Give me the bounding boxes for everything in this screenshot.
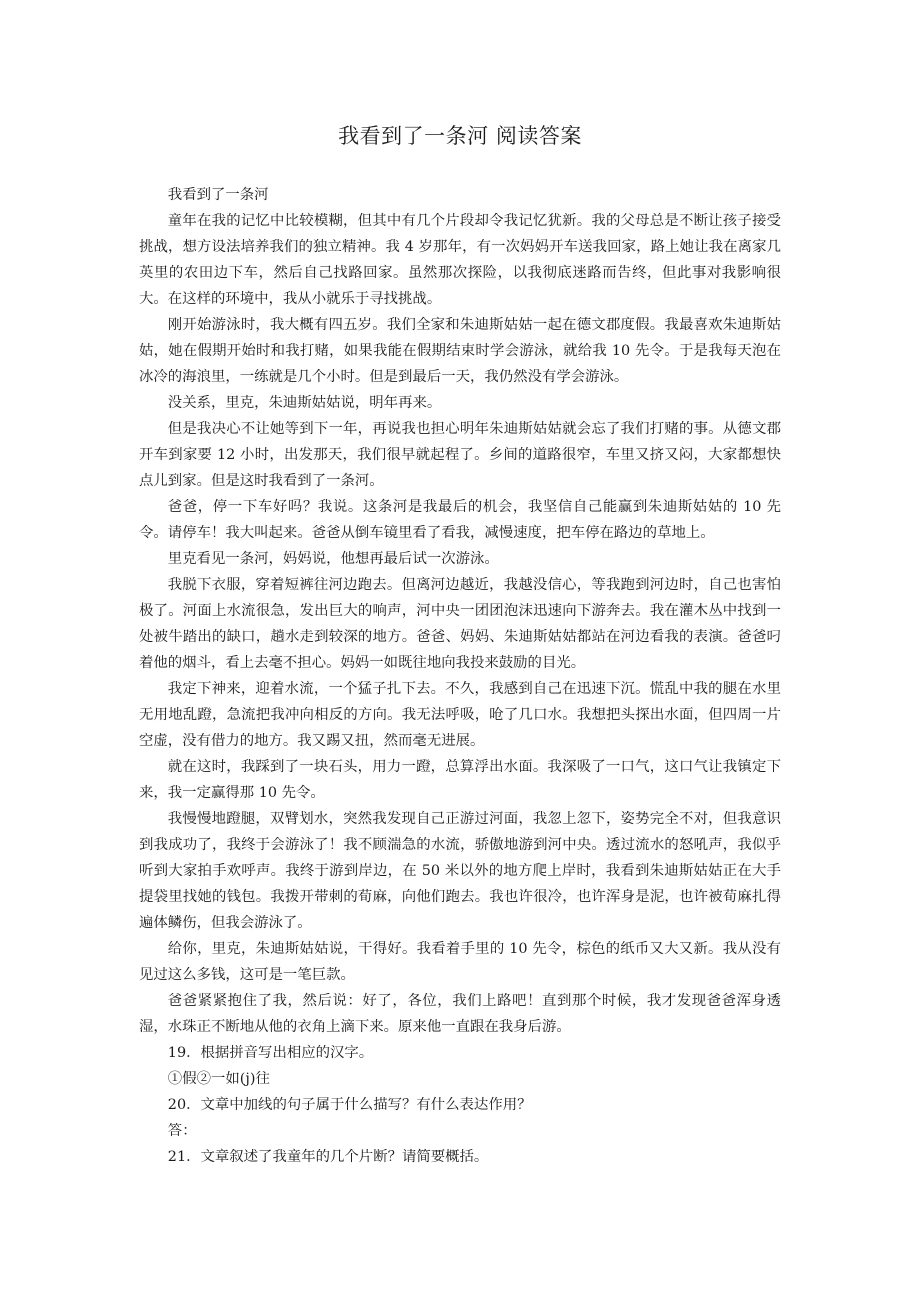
paragraph: 我慢慢地蹬腿，双臂划水，突然我发现自己正游过河面，我忽上忽下，姿势完全不对，但我意识到我成功了，我终于会游泳了！我不顾湍急的水流，骄傲地游到河中央。透过流水的怒吼声，我似乎听到大家拍手欢呼声。我终于游到岸边，在 50 米以外的地方爬上岸时，我看到朱迪斯姑姑正在大手提袋里找她的钱包。我拨开带刺的荀麻，向他们跑去。我也许很冷，也许浑身是泥，也许被荀麻扎得遍体鳞伤，但我会游泳了。 (139, 811, 781, 931)
paragraph: 爸爸紧紧抱住了我，然后说：好了，各位，我们上路吧！直到那个时候，我才发现爸爸浑身透湿，水珠正不断地从他的衣角上滴下来。原来他一直跟在我身后游。 (139, 993, 781, 1035)
document-body (139, 182, 781, 1170)
paragraph: 但是我决心不让她等到下一年，再说我也担心明年朱迪斯姑姑就会忘了我们打赌的事。从德文郡开车到家要 12 小时，出发那天，我们很早就起程了。乡间的道路很窄，车里又挤又闷，大家都想快点儿到家。但是这时我看到了一条河。 (139, 421, 781, 489)
paragraph: 我定下神来，迎着水流，一个猛子扎下去。不久，我感到自己在迅速下沉。慌乱中我的腿在水里无用地乱蹬，急流把我冲向相反的方向。我无法呼吸，呛了几口水。我想把头探出水面，但四周一片空虚，没有借力的地方。我又踢又扭，然而毫无进展。 (139, 681, 781, 749)
answer-label: 答： (167, 1123, 197, 1139)
question-21: 21．文章叙述了我童年的几个片断？请简要概括。 (167, 1149, 489, 1165)
paragraph: 刚开始游泳时，我大概有四五岁。我们全家和朱迪斯姑姑一起在德文郡度假。我最喜欢朱迪斯姑姑，她在假期开始时和我打赌，如果我能在假期结束时学会游泳，就给我 10 先令。于是我每天泡在冰冷的海浪里，一练就是几个小时。但是到最后一天，我仍然没有学会游泳。 (139, 317, 781, 385)
question-19: 19．根据拼音写出相应的汉字。 (167, 1045, 374, 1061)
paragraph: 就在这时，我踩到了一块石头，用力一蹬，总算浮出水面。我深吸了一口气，这口气让我镇定下来，我一定赢得那 10 先令。 (139, 759, 781, 801)
paragraph: 里克看见一条河，妈妈说，他想再最后试一次游泳。 (167, 551, 499, 567)
paragraph: 童年在我的记忆中比较模糊，但其中有几个片段却令我记忆犹新。我的父母总是不断让孩子接受挑战，想方设法培养我们的独立精神。我 4 岁那年，有一次妈妈开车送我回家，路上她让我在离家几英里的农田边下车，然后自己找路回家。虽然那次探险，以我彻底迷路而告终，但此事对我影响很大。在这样的环境中，我从小就乐于寻找挑战。 (139, 213, 781, 307)
document-title: 我看到了一条河 阅读答案 (338, 124, 582, 148)
paragraph: 我脱下衣服，穿着短裤往河边跑去。但离河边越近，我越没信心，等我跑到河边时，自己也害怕极了。河面上水流很急，发出巨大的响声，河中央一团团泡沫迅速向下游奔去。我在灌木丛中找到一处被牛踏出的缺口，趟水走到较深的地方。爸爸、妈妈、朱迪斯姑姑都站在河边看我的表演。爸爸叼着他的烟斗，看上去毫不担心。妈妈一如既往地向我投来鼓励的目光。 (139, 577, 781, 671)
article-heading: 我看到了一条河 (167, 187, 269, 203)
paragraph: 给你，里克，朱迪斯姑姑说，干得好。我看着手里的 10 先令，棕色的纸币又大又新。我从没有见过这么多钱，这可是一笔巨款。 (139, 941, 781, 983)
paragraph: 爸爸，停一下车好吗？我说。这条河是我最后的机会，我坚信自己能赢到朱迪斯姑姑的 10 先令。请停车！我大叫起来。爸爸从倒车镜里看了看我，减慢速度，把车停在路边的草地上。 (139, 499, 781, 541)
question-20: 20．文章中加线的句子属于什么描写？有什么表达作用？ (167, 1097, 532, 1113)
paragraph: 没关系，里克，朱迪斯姑姑说，明年再来。 (167, 395, 442, 411)
question-19-items: ①假②一如(j)往 (167, 1071, 270, 1087)
